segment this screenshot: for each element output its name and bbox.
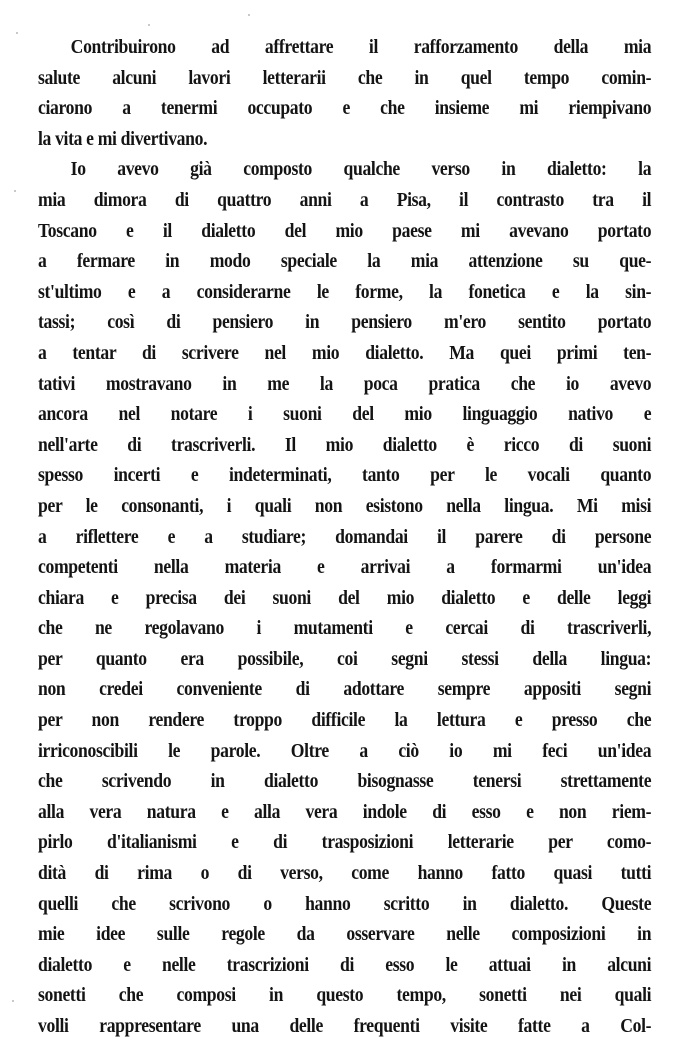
scan-speck <box>148 24 150 26</box>
text-line: dità di rima o di verso, come hanno fatto quasi tutti <box>38 862 652 885</box>
scanned-book-page <box>38 32 652 1042</box>
text-line: non credei conveniente di adottare sempre appositi segni <box>38 678 652 701</box>
text-line: che ne regolavano i mutamenti e cercai di trascriverli, <box>38 617 652 640</box>
scan-speck <box>12 1000 14 1002</box>
text-line: sonetti che composi in questo tempo, sonetti nei quali <box>38 984 652 1007</box>
text-line: per non rendere troppo difficile la lettura e presso che <box>38 709 652 732</box>
text-line: a tentar di scrivere nel mio dialetto. Ma quei primi ten- <box>38 341 652 364</box>
text-line: competenti nella materia e arrivai a formarmi un'idea <box>38 556 652 579</box>
text-line: a riflettere e a studiare; domandai il parere di persone <box>38 525 652 548</box>
text-line: ciarono a tenermi occupato e che insieme mi riempivano <box>38 97 652 120</box>
text-line: spesso incerti e indeterminati, tanto per le vocali quanto <box>38 464 652 487</box>
scan-speck <box>16 32 18 34</box>
text-line: tativi mostravano in me la poca pratica che io avevo <box>38 372 652 395</box>
text-line: Contribuirono ad affrettare il rafforzamento della mia <box>70 36 652 58</box>
text-line: che scrivendo in dialetto bisognasse tenersi strettamente <box>38 770 652 793</box>
text-line: mie idee sulle regole da osservare nelle composizioni in <box>38 923 652 946</box>
text-line: la vita e mi divertivano. <box>38 127 208 150</box>
text-line: mia dimora di quattro anni a Pisa, il contrasto tra il <box>38 188 652 211</box>
text-line: ancora nel notare i suoni del mio linguaggio nativo e <box>38 403 652 426</box>
paragraph-2 <box>38 154 652 1041</box>
text-line: per quanto era possibile, coi segni stessi della lingua: <box>38 647 652 670</box>
paragraph-1 <box>38 32 652 154</box>
scan-speck <box>14 190 16 192</box>
text-line: alla vera natura e alla vera indole di esso e non riem- <box>38 800 652 823</box>
text-line: chiara e precisa dei suoni del mio dialetto e delle leggi <box>38 586 652 609</box>
text-line: per le consonanti, i quali non esistono nella lingua. Mi misi <box>38 494 652 517</box>
text-line: dialetto e nelle trascrizioni di esso le attuai in alcuni <box>38 953 652 976</box>
text-line: st'ultimo e a considerarne le forme, la fonetica e la sin- <box>38 280 652 303</box>
text-line: Io avevo già composto qualche verso in dialetto: la <box>70 158 652 181</box>
text-line: volli rappresentare una delle frequenti visite fatte a Col- <box>38 1015 652 1037</box>
text-line: tassi; così di pensiero in pensiero m'ero sentito portato <box>38 311 652 334</box>
text-line: quelli che scrivono o hanno scritto in dialetto. Queste <box>38 892 652 915</box>
text-line: irriconoscibili le parole. Oltre a ciò io mi feci un'idea <box>38 739 652 762</box>
text-line: Toscano e il dialetto del mio paese mi avevano portato <box>38 219 652 242</box>
text-line: salute alcuni lavori letterarii che in quel tempo comin- <box>38 66 652 89</box>
text-line: pirlo d'italianismi e di trasposizioni letterarie per como- <box>38 831 652 854</box>
scan-speck <box>248 14 250 16</box>
text-line: a fermare in modo speciale la mia attenzione su que- <box>38 250 652 273</box>
text-line: nell'arte di trascriverli. Il mio dialetto è ricco di suoni <box>38 433 652 456</box>
